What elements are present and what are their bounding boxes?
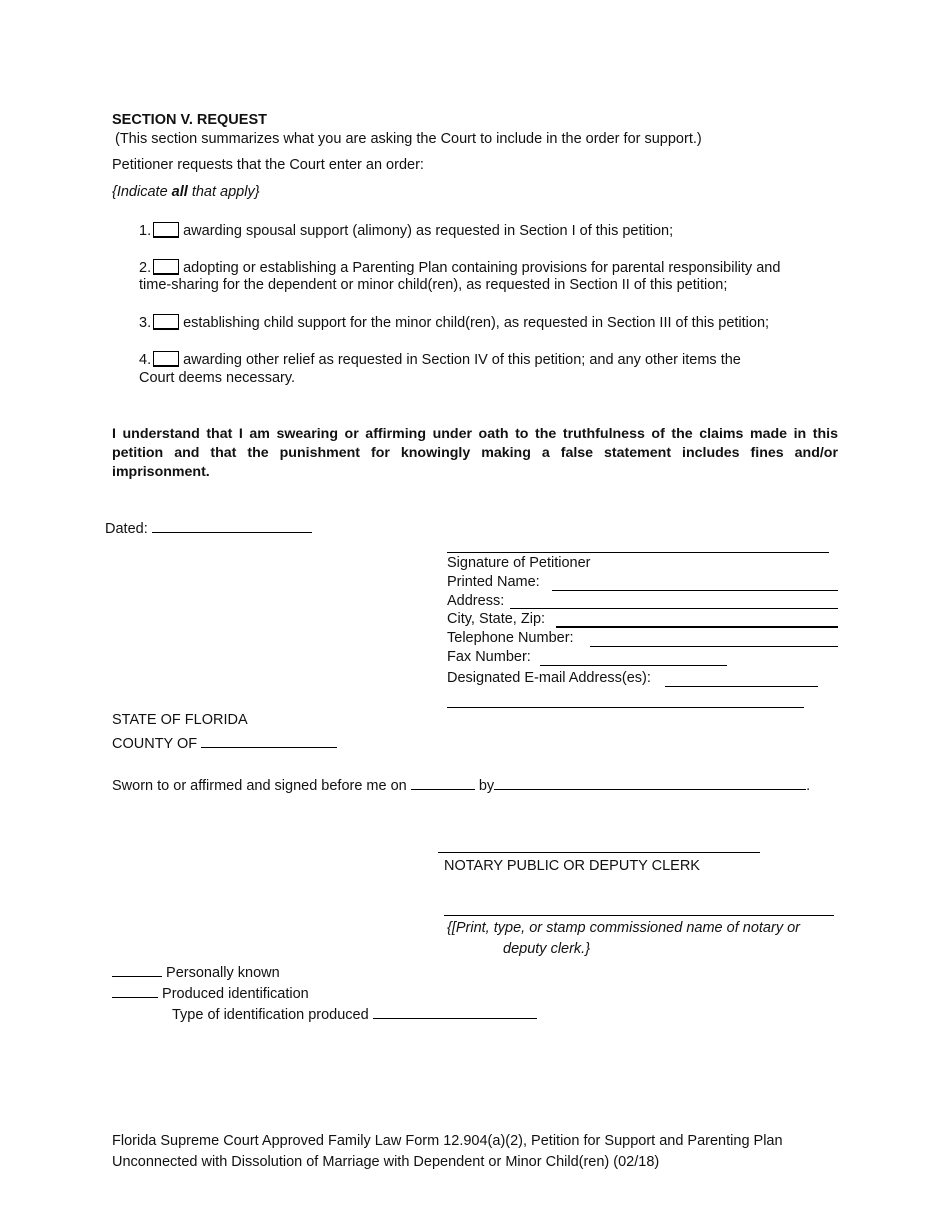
item-checkbox-1[interactable] <box>153 222 179 238</box>
produced-id-option <box>112 983 309 1002</box>
item-checkbox-4[interactable] <box>153 351 179 367</box>
footer-line-1: Florida Supreme Court Approved Family Law Form 12.904(a)(2), Petition for Support and Parenting Plan <box>112 1133 783 1149</box>
section-intro: Petitioner requests that the Court enter an order: <box>112 157 424 173</box>
request-item-1 <box>139 222 673 239</box>
item-checkbox-3[interactable] <box>153 314 179 330</box>
item-number: 4. <box>139 352 152 368</box>
personally-known-label: Personally known <box>166 965 280 981</box>
telephone-line[interactable] <box>590 646 838 647</box>
produced-id-label: Produced identification <box>162 986 309 1002</box>
item-text: establishing child support for the minor child(ren), as requested in Section III of this petition; <box>183 315 770 331</box>
signature-label: Signature of Petitioner <box>447 555 591 571</box>
signature-line[interactable] <box>447 552 829 553</box>
county-field <box>112 733 337 752</box>
item-number: 2. <box>139 260 152 276</box>
dated-input-line[interactable] <box>152 518 312 533</box>
item-text: awarding spousal support (alimony) as requested in Section I of this petition; <box>183 223 674 239</box>
indicate-bold: all <box>171 184 188 200</box>
item-checkbox-2[interactable] <box>153 259 179 275</box>
item-text: adopting or establishing a Parenting Plan containing provisions for parental responsibility and <box>183 260 781 276</box>
section-heading: SECTION V. REQUEST <box>112 112 267 128</box>
personally-known-line[interactable] <box>112 962 162 977</box>
indicate-pre: {Indicate <box>112 184 172 200</box>
email-line-2[interactable] <box>447 707 804 708</box>
county-input-line[interactable] <box>201 733 337 748</box>
item-text: awarding other relief as requested in Section IV of this petition; and any other items the <box>183 352 741 368</box>
oath-line-3: imprisonment. <box>112 464 210 480</box>
dated-field <box>105 518 312 537</box>
id-type-field <box>172 1004 537 1023</box>
sworn-period: . <box>806 778 811 794</box>
notary-print-instruction-1: {[Print, type, or stamp commissioned name of notary or <box>447 920 800 936</box>
request-item-3 <box>139 314 769 331</box>
footer-line-2: Unconnected with Dissolution of Marriage with Dependent or Minor Child(ren) (02/18) <box>112 1154 660 1170</box>
fax-line[interactable] <box>540 665 727 666</box>
fax-label: Fax Number: <box>447 649 531 665</box>
sworn-statement <box>112 775 810 794</box>
request-item-2 <box>139 259 780 276</box>
id-type-label: Type of identification produced <box>172 1007 369 1023</box>
id-type-line[interactable] <box>373 1004 537 1019</box>
telephone-label: Telephone Number: <box>447 630 574 646</box>
notary-signature-line[interactable] <box>438 852 760 853</box>
printed-name-label: Printed Name: <box>447 574 540 590</box>
section-summary: (This section summarizes what you are asking the Court to include in the order for support.) <box>115 131 702 147</box>
request-item-4-cont: Court deems necessary. <box>139 370 296 386</box>
item-number: 3. <box>139 315 152 331</box>
city-state-zip-line[interactable] <box>556 626 838 628</box>
personally-known-option <box>112 962 280 981</box>
city-state-zip-label: City, State, Zip: <box>447 611 546 627</box>
indicate-post: that apply} <box>187 184 260 200</box>
request-item-4 <box>139 351 741 368</box>
notary-print-line[interactable] <box>444 915 834 916</box>
dated-label: Dated: <box>105 521 148 537</box>
printed-name-line[interactable] <box>552 590 838 591</box>
notary-title: NOTARY PUBLIC OR DEPUTY CLERK <box>444 858 700 874</box>
oath-line-1: I understand that I am swearing or affirming under oath to the truthfulness of the claims made in this <box>112 426 838 442</box>
notary-print-instruction-2: deputy clerk.} <box>503 941 591 957</box>
sworn-date-line[interactable] <box>411 775 475 790</box>
email-label: Designated E-mail Address(es): <box>447 670 651 686</box>
address-line[interactable] <box>510 608 838 609</box>
address-label: Address: <box>447 593 505 609</box>
by-label: by <box>478 778 495 794</box>
request-item-2-cont: time-sharing for the dependent or minor child(ren), as requested in Section II of this petition; <box>139 277 728 293</box>
produced-id-line[interactable] <box>112 983 158 998</box>
email-line[interactable] <box>665 686 818 687</box>
oath-line-2: petition and that the punishment for knowingly making a false statement includes fines and/or <box>112 445 838 461</box>
sworn-label: Sworn to or affirmed and signed before me on <box>112 778 407 794</box>
item-number: 1. <box>139 223 152 239</box>
sworn-by-line[interactable] <box>494 775 806 790</box>
indicate-note <box>112 184 260 200</box>
county-label: COUNTY OF <box>112 736 198 752</box>
state-label: STATE OF FLORIDA <box>112 712 248 728</box>
